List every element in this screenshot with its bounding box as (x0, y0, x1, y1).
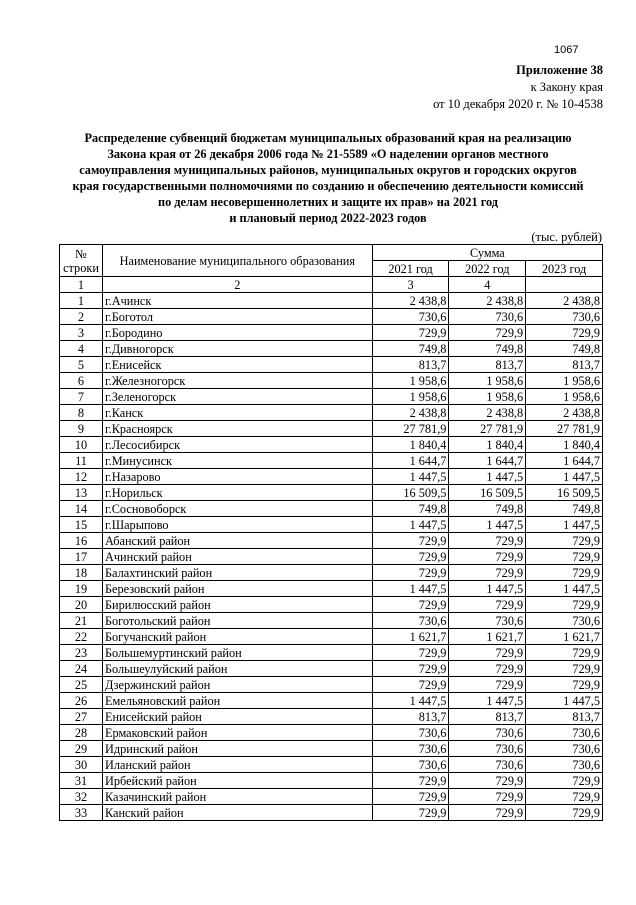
value-2023: 1 840,4 (526, 437, 603, 453)
value-2022: 729,9 (449, 645, 526, 661)
value-2021: 1 958,6 (372, 389, 449, 405)
table-row (60, 309, 603, 325)
row-number: 23 (60, 645, 103, 661)
row-number: 25 (60, 677, 103, 693)
value-2021: 813,7 (372, 357, 449, 373)
municipality-name: Богучанский район (102, 629, 372, 645)
municipality-name: Казачинский район (102, 789, 372, 805)
municipality-name: Канский район (102, 805, 372, 821)
value-2022: 16 509,5 (449, 485, 526, 501)
row-number: 30 (60, 757, 103, 773)
value-2022: 1 447,5 (449, 693, 526, 709)
value-2023: 729,9 (526, 645, 603, 661)
value-2021: 729,9 (372, 789, 449, 805)
value-2021: 1 958,6 (372, 373, 449, 389)
row-number: 18 (60, 565, 103, 581)
value-2021: 729,9 (372, 565, 449, 581)
value-2023: 16 509,5 (526, 485, 603, 501)
row-number: 20 (60, 597, 103, 613)
municipality-name: г.Ачинск (102, 293, 372, 309)
row-number: 2 (60, 309, 103, 325)
value-2022: 813,7 (449, 709, 526, 725)
value-2021: 1 447,5 (372, 693, 449, 709)
table-row (60, 405, 603, 421)
municipality-name: Бирилюсский район (102, 597, 372, 613)
municipality-name: Большеулуйский район (102, 661, 372, 677)
table-row (60, 805, 603, 821)
municipality-name: г.Енисейск (102, 357, 372, 373)
value-2021: 729,9 (372, 805, 449, 821)
appendix-date: от 10 декабря 2020 г. № 10-4538 (433, 97, 603, 111)
value-2021: 729,9 (372, 549, 449, 565)
value-2022: 1 447,5 (449, 517, 526, 533)
value-2022: 730,6 (449, 725, 526, 741)
title-line: и плановый период 2022-2023 годов (229, 211, 427, 225)
value-2023: 729,9 (526, 805, 603, 821)
table-row (60, 693, 603, 709)
appendix-block (433, 62, 603, 113)
table-row (60, 565, 603, 581)
table-row (60, 773, 603, 789)
municipality-name: Боготольский район (102, 613, 372, 629)
municipality-name: Березовский район (102, 581, 372, 597)
municipality-name: Идринский район (102, 741, 372, 757)
table-row (60, 501, 603, 517)
value-2023: 749,8 (526, 501, 603, 517)
row-number: 1 (60, 293, 103, 309)
row-number: 11 (60, 453, 103, 469)
value-2023: 729,9 (526, 565, 603, 581)
municipality-name: г.Сосновоборск (102, 501, 372, 517)
table-row (60, 421, 603, 437)
municipality-name: г.Назарово (102, 469, 372, 485)
value-2022: 2 438,8 (449, 293, 526, 309)
value-2022: 729,9 (449, 789, 526, 805)
value-2021: 749,8 (372, 501, 449, 517)
value-2023: 729,9 (526, 789, 603, 805)
value-2022: 730,6 (449, 309, 526, 325)
value-2022: 2 438,8 (449, 405, 526, 421)
value-2021: 729,9 (372, 325, 449, 341)
header-num-word: строки (63, 260, 99, 275)
municipality-name: г.Лесосибирск (102, 437, 372, 453)
municipality-name: г.Норильск (102, 485, 372, 501)
value-2021: 813,7 (372, 709, 449, 725)
row-number: 27 (60, 709, 103, 725)
municipality-name: Ачинский район (102, 549, 372, 565)
table-row (60, 629, 603, 645)
value-2023: 729,9 (526, 677, 603, 693)
table-row (60, 437, 603, 453)
table-row (60, 677, 603, 693)
value-2023: 729,9 (526, 325, 603, 341)
row-number: 21 (60, 613, 103, 629)
municipality-name: Большемуртинский район (102, 645, 372, 661)
municipality-name: г.Зеленогорск (102, 389, 372, 405)
value-2023: 27 781,9 (526, 421, 603, 437)
row-number: 19 (60, 581, 103, 597)
table-row (60, 517, 603, 533)
value-2022: 729,9 (449, 661, 526, 677)
value-2021: 27 781,9 (372, 421, 449, 437)
header-name: Наименование муниципального образования (102, 245, 372, 277)
title-line: Распределение субвенций бюджетам муниципальных образований края на реализацию (84, 131, 572, 145)
municipality-name: г.Железногорск (102, 373, 372, 389)
value-2021: 1 447,5 (372, 581, 449, 597)
municipality-name: Дзержинский район (102, 677, 372, 693)
value-2023: 730,6 (526, 309, 603, 325)
row-number: 4 (60, 341, 103, 357)
table-row (60, 293, 603, 309)
header-sum: Сумма (372, 245, 602, 261)
row-number: 7 (60, 389, 103, 405)
value-2023: 729,9 (526, 597, 603, 613)
value-2022: 729,9 (449, 325, 526, 341)
value-2021: 729,9 (372, 597, 449, 613)
value-2022: 729,9 (449, 597, 526, 613)
row-number: 31 (60, 773, 103, 789)
index-cell: 2 (102, 277, 372, 293)
value-2022: 1 958,6 (449, 373, 526, 389)
table-row (60, 469, 603, 485)
table-row (60, 341, 603, 357)
value-2022: 1 958,6 (449, 389, 526, 405)
value-2022: 730,6 (449, 757, 526, 773)
table-row (60, 485, 603, 501)
value-2021: 749,8 (372, 341, 449, 357)
value-2021: 2 438,8 (372, 405, 449, 421)
header-num-symbol: № (75, 246, 87, 261)
value-2021: 730,6 (372, 309, 449, 325)
value-2023: 729,9 (526, 533, 603, 549)
table-row (60, 373, 603, 389)
table-row (60, 453, 603, 469)
table-row (60, 389, 603, 405)
row-number: 32 (60, 789, 103, 805)
row-number: 3 (60, 325, 103, 341)
row-number: 28 (60, 725, 103, 741)
value-2021: 729,9 (372, 533, 449, 549)
value-2023: 1 958,6 (526, 373, 603, 389)
value-2022: 813,7 (449, 357, 526, 373)
value-2023: 730,6 (526, 741, 603, 757)
value-2022: 729,9 (449, 549, 526, 565)
municipality-name: Балахтинский район (102, 565, 372, 581)
header-year-2022: 2022 год (449, 261, 526, 277)
value-2022: 729,9 (449, 677, 526, 693)
document-title (60, 130, 596, 226)
municipality-name: г.Красноярск (102, 421, 372, 437)
value-2023: 1 644,7 (526, 453, 603, 469)
value-2021: 730,6 (372, 725, 449, 741)
table-row (60, 613, 603, 629)
value-2023: 1 958,6 (526, 389, 603, 405)
row-number: 10 (60, 437, 103, 453)
row-number: 5 (60, 357, 103, 373)
title-line: Закона края от 26 декабря 2006 года № 21-5589 «О наделении органов местного (107, 147, 549, 161)
table-row (60, 757, 603, 773)
row-number: 33 (60, 805, 103, 821)
table-row (60, 645, 603, 661)
value-2023: 1 447,5 (526, 581, 603, 597)
row-number: 24 (60, 661, 103, 677)
value-2021: 729,9 (372, 677, 449, 693)
value-2023: 730,6 (526, 725, 603, 741)
value-2023: 1 447,5 (526, 693, 603, 709)
value-2023: 729,9 (526, 773, 603, 789)
value-2023: 2 438,8 (526, 405, 603, 421)
value-2022: 1 840,4 (449, 437, 526, 453)
value-2022: 749,8 (449, 501, 526, 517)
table-row (60, 357, 603, 373)
municipality-name: г.Боготол (102, 309, 372, 325)
value-2021: 730,6 (372, 757, 449, 773)
value-2022: 729,9 (449, 565, 526, 581)
value-2021: 1 644,7 (372, 453, 449, 469)
value-2023: 1 447,5 (526, 469, 603, 485)
value-2021: 729,9 (372, 773, 449, 789)
title-line: края государственными полномочиями по созданию и обеспечению деятельности комиссий (72, 179, 584, 193)
value-2021: 729,9 (372, 661, 449, 677)
municipality-name: г.Канск (102, 405, 372, 421)
subvention-table (59, 244, 603, 821)
municipality-name: г.Минусинск (102, 453, 372, 469)
table-row (60, 725, 603, 741)
index-cell: 3 (372, 277, 449, 293)
value-2022: 729,9 (449, 773, 526, 789)
value-2023: 730,6 (526, 757, 603, 773)
table-row (60, 709, 603, 725)
table-row (60, 741, 603, 757)
title-line: по делам несовершеннолетних и защите их прав» на 2021 год (157, 195, 498, 209)
index-cell (526, 277, 603, 293)
municipality-name: г.Шарыпово (102, 517, 372, 533)
value-2023: 1 447,5 (526, 517, 603, 533)
row-number: 13 (60, 485, 103, 501)
value-2022: 1 644,7 (449, 453, 526, 469)
value-2023: 749,8 (526, 341, 603, 357)
value-2022: 27 781,9 (449, 421, 526, 437)
index-cell: 1 (60, 277, 103, 293)
municipality-name: Иланский район (102, 757, 372, 773)
municipality-name: г.Дивногорск (102, 341, 372, 357)
value-2022: 749,8 (449, 341, 526, 357)
appendix-title: Приложение 38 (516, 63, 603, 77)
value-2022: 730,6 (449, 613, 526, 629)
index-cell: 4 (449, 277, 526, 293)
value-2023: 813,7 (526, 709, 603, 725)
table-row (60, 325, 603, 341)
value-2021: 1 621,7 (372, 629, 449, 645)
value-2022: 729,9 (449, 805, 526, 821)
row-number: 16 (60, 533, 103, 549)
table-row (60, 789, 603, 805)
value-2021: 1 447,5 (372, 469, 449, 485)
value-2021: 1 840,4 (372, 437, 449, 453)
value-2022: 730,6 (449, 741, 526, 757)
title-line: самоуправления муниципальных районов, муниципальных округов и городских округов (79, 163, 577, 177)
table-row (60, 549, 603, 565)
value-2022: 1 447,5 (449, 469, 526, 485)
row-number: 6 (60, 373, 103, 389)
table-row (60, 597, 603, 613)
value-2021: 2 438,8 (372, 293, 449, 309)
row-number: 12 (60, 469, 103, 485)
page-number: 1067 (554, 44, 579, 56)
table-row (60, 533, 603, 549)
value-2022: 1 621,7 (449, 629, 526, 645)
municipality-name: Емельяновский район (102, 693, 372, 709)
row-number: 15 (60, 517, 103, 533)
table-row (60, 581, 603, 597)
header-year-2021: 2021 год (372, 261, 449, 277)
row-number: 9 (60, 421, 103, 437)
municipality-name: Ермаковский район (102, 725, 372, 741)
row-number: 17 (60, 549, 103, 565)
value-2021: 729,9 (372, 645, 449, 661)
value-2023: 729,9 (526, 661, 603, 677)
table-body (60, 293, 603, 821)
value-2023: 813,7 (526, 357, 603, 373)
header-row-number (60, 245, 103, 277)
municipality-name: Абанский район (102, 533, 372, 549)
municipality-name: Ирбейский район (102, 773, 372, 789)
row-number: 14 (60, 501, 103, 517)
row-number: 26 (60, 693, 103, 709)
value-2021: 730,6 (372, 613, 449, 629)
value-2021: 730,6 (372, 741, 449, 757)
appendix-law-ref: к Закону края (530, 80, 603, 94)
table-row (60, 661, 603, 677)
municipality-name: Енисейский район (102, 709, 372, 725)
units-label: (тыс. рублей) (531, 230, 602, 244)
municipality-name: г.Бородино (102, 325, 372, 341)
value-2023: 2 438,8 (526, 293, 603, 309)
row-number: 8 (60, 405, 103, 421)
value-2023: 730,6 (526, 613, 603, 629)
value-2021: 1 447,5 (372, 517, 449, 533)
value-2023: 729,9 (526, 549, 603, 565)
value-2023: 1 621,7 (526, 629, 603, 645)
header-year-2023: 2023 год (526, 261, 603, 277)
row-number: 22 (60, 629, 103, 645)
value-2022: 1 447,5 (449, 581, 526, 597)
row-number: 29 (60, 741, 103, 757)
value-2022: 729,9 (449, 533, 526, 549)
value-2021: 16 509,5 (372, 485, 449, 501)
